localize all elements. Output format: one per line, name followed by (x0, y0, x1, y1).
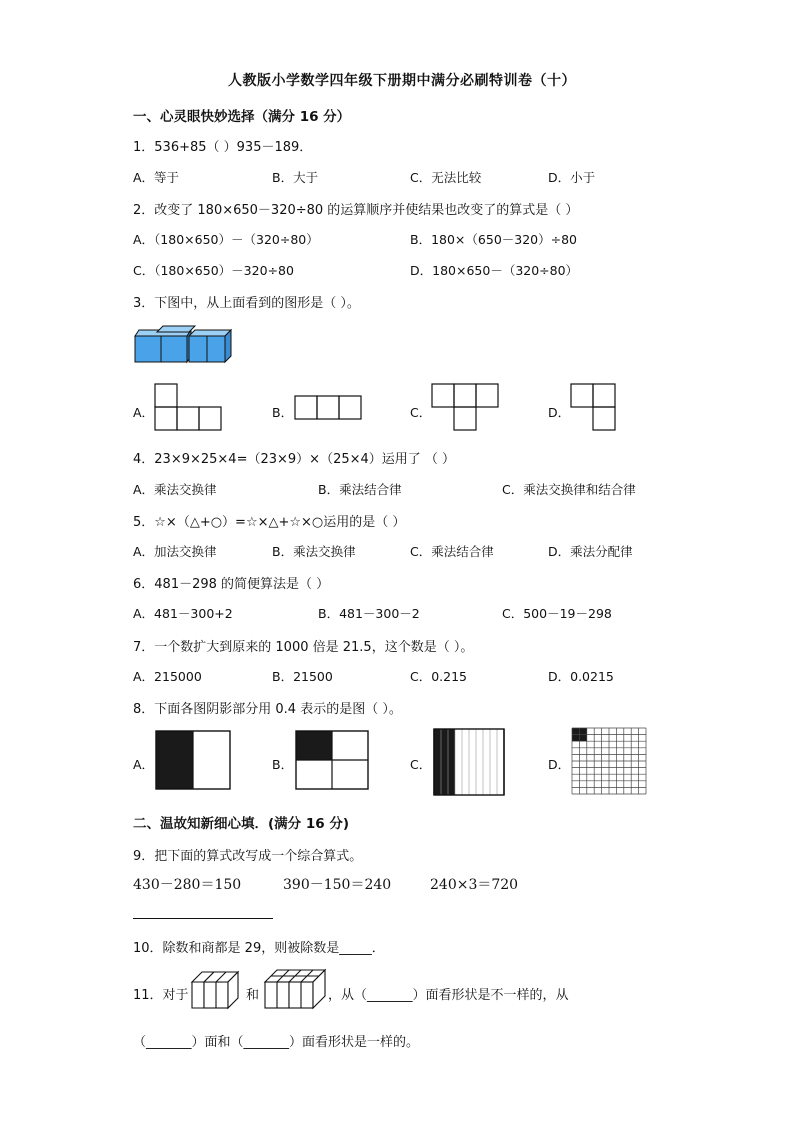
q3-label-a[interactable]: A． (133, 405, 155, 420)
question-11-line2: （_______）面和（_______）面看形状是一样的。 (133, 1035, 420, 1050)
q6-option-a[interactable]: A．481－300+2 (133, 606, 233, 621)
q3-option-a-figure[interactable] (155, 384, 225, 432)
question-5-stem: 5．☆×（△+○）=☆×△+☆×○运用的是（ ） (133, 515, 406, 530)
question-11-suffix: ，从（_______）面看形状是不一样的，从 (328, 988, 569, 1003)
q7-option-d[interactable]: D．0.0215 (548, 669, 614, 684)
question-2-stem: 2．改变了 180×650－320÷80 的运算顺序并使结果也改变了的算式是（ ） (133, 203, 579, 218)
cube-stack-figure (133, 326, 233, 366)
q3-label-c[interactable]: C． (410, 405, 432, 420)
question-7-stem: 7．一个数扩大到原来的 1000 倍是 21.5，这个数是（ ）。 (133, 640, 474, 655)
q1-option-a[interactable]: A．等于 (133, 170, 180, 185)
q3-option-d-figure[interactable] (571, 384, 619, 432)
q8-option-c-figure[interactable] (432, 725, 516, 799)
q2-option-c[interactable]: C．（180×650）－320÷80 (133, 263, 294, 278)
q2-option-d[interactable]: D．180×650－（320÷80） (410, 263, 579, 278)
q2-option-b[interactable]: B．180×（650－320）÷80 (410, 232, 578, 247)
section-2-heading: 二、温故知新细心填．(满分 16 分) (133, 816, 350, 832)
q5-option-d[interactable]: D．乘法分配律 (548, 544, 633, 559)
question-3-stem: 3．下图中，从上面看到的图形是（ ）。 (133, 296, 360, 311)
q7-option-b[interactable]: B．21500 (272, 669, 333, 684)
q6-option-c[interactable]: C．500－19－298 (502, 606, 612, 621)
q1-option-d[interactable]: D．小于 (548, 170, 596, 185)
q3-label-b[interactable]: B． (272, 405, 294, 420)
q9-equation-3: 240×3＝720 (430, 877, 519, 893)
q8-label-a[interactable]: A． (133, 757, 155, 772)
q8-option-b-figure[interactable] (296, 731, 370, 791)
q7-option-c[interactable]: C．0.215 (410, 669, 468, 684)
q8-label-b[interactable]: B． (272, 757, 294, 772)
page-title: 人教版小学数学四年级下册期中满分必刷特训卷（十） (228, 73, 576, 89)
q3-option-c-figure[interactable] (432, 384, 502, 432)
q4-option-c[interactable]: C．乘法交换律和结合律 (502, 482, 636, 497)
question-1-stem: 1．536+85（ ）935－189． (133, 140, 313, 155)
q9-equation-1: 430－280＝150 (133, 877, 242, 893)
question-8-stem: 8．下面各图阴影部分用 0.4 表示的是图（ ）。 (133, 702, 402, 717)
q3-label-d[interactable]: D． (548, 405, 571, 420)
question-6-stem: 6．481－298 的简便算法是（ ） (133, 577, 330, 592)
q7-option-a[interactable]: A．215000 (133, 669, 202, 684)
q8-label-c[interactable]: C． (410, 757, 432, 772)
q5-option-c[interactable]: C．乘法结合律 (410, 544, 494, 559)
q3-option-b-figure[interactable] (295, 396, 365, 422)
question-9-stem: 9．把下面的算式改写成一个综合算式。 (133, 849, 363, 864)
question-10-stem: 10．除数和商都是 29，则被除数是_____． (133, 941, 385, 956)
q8c-shaded-region (434, 729, 455, 795)
q8-option-a-figure[interactable] (156, 731, 232, 791)
question-4-stem: 4．23×9×25×4=（23×9）×（25×4）运用了 （ ） (133, 452, 456, 467)
q4-option-a[interactable]: A．乘法交换律 (133, 482, 217, 497)
q6-option-b[interactable]: B．481－300－2 (318, 606, 420, 621)
q5-option-a[interactable]: A．加法交换律 (133, 544, 217, 559)
question-11-prefix: 11．对于 (133, 988, 189, 1003)
q8-option-d-figure[interactable] (570, 726, 650, 798)
q1-option-b[interactable]: B．大于 (272, 170, 319, 185)
q11-cubes-figure-2 (263, 968, 327, 1010)
q11-cubes-figure-1 (190, 970, 246, 1010)
section-1-heading: 一、心灵眼快妙选择（满分 16 分） (133, 109, 351, 125)
q9-equation-2: 390－150＝240 (283, 877, 392, 893)
q1-option-c[interactable]: C．无法比较 (410, 170, 482, 185)
q5-option-b[interactable]: B．乘法交换律 (272, 544, 356, 559)
q2-option-a[interactable]: A．（180×650）－（320÷80） (133, 232, 319, 247)
q9-answer-line[interactable] (133, 918, 273, 919)
question-11-middle: 和 (246, 988, 260, 1003)
q8-label-d[interactable]: D． (548, 757, 571, 772)
q4-option-b[interactable]: B．乘法结合律 (318, 482, 402, 497)
